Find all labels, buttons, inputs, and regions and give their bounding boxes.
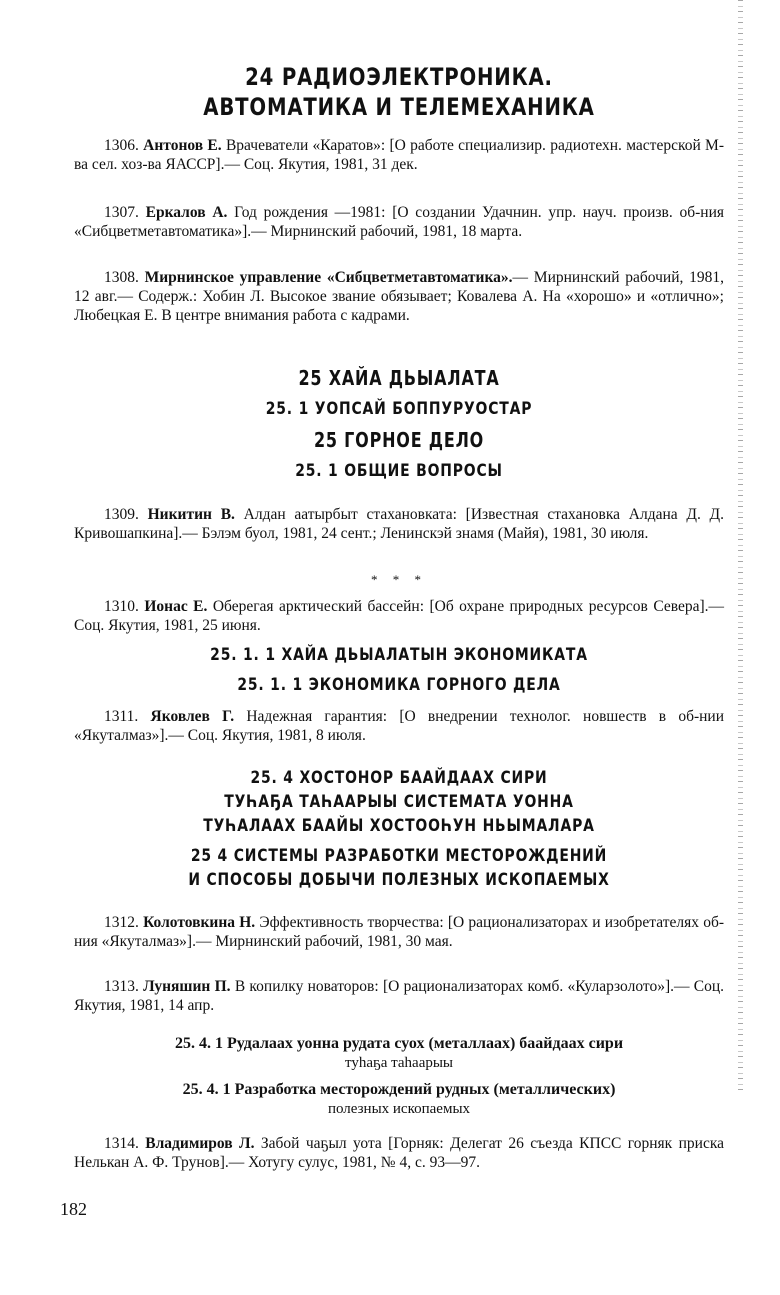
section-25-4-yakut-line3: ТУҺАЛААХ БААЙЫ ХОСТООҺУН НЬЫМАЛАРА: [203, 816, 595, 836]
entry-text: — Мирнинский рабочий, 1981, 12 авг.— Содерж.: Хобин Л. Высокое звание обязывает; Ковалева А. На «хорошо» и «отлично»; Любецкая Е. В центре внимания работа с кадрами.: [74, 269, 725, 324]
section-25-4-ru-line2: И СПОСОБЫ ДОБЫЧИ ПОЛЕЗНЫХ ИСКОПАЕМЫХ: [188, 870, 610, 890]
entry-author: Ионас Е.: [144, 598, 208, 615]
entry-number: 1309.: [104, 506, 139, 523]
entry-author: Луняшин П.: [143, 978, 231, 995]
section-25-1-1-title-yakut: 25. 1. 1 ХАЙА ДЬЫАЛАТЫН ЭКОНОМИКАТА: [210, 645, 588, 665]
entry-1312: [74, 913, 724, 951]
entry-number: 1312.: [104, 914, 139, 931]
page-edge-shadow: [738, 0, 743, 1090]
entry-text: В копилку новаторов: [О рационализаторах комб. «Куларзолото»].— Соц. Якутия, 1981, 14 апр.: [74, 978, 725, 1014]
entry-number: 1307.: [104, 204, 139, 221]
entry-text: Забой чаҕыл уота [Горняк: Делегат 26 съезда КПСС горняк приска Нелькан А. Ф. Трунов].— Хотугу сулус, 1981, № 4, с. 93—97.: [74, 1135, 724, 1171]
entry-author: Владимиров Л.: [145, 1135, 255, 1152]
section-24-title-line1: 24 РАДИОЭЛЕКТРОНИКА.: [245, 63, 553, 91]
entry-number: 1314.: [104, 1135, 139, 1152]
page-number: 182: [60, 1199, 87, 1219]
entry-1307: [74, 203, 724, 241]
section-25-4-yakut-line2: ТУҺАҔА ТАҺААРЫЫ СИСТЕМАТА УОННА: [224, 792, 574, 812]
entry-number: 1306.: [104, 137, 139, 154]
stars-separator: * * *: [371, 572, 427, 587]
section-25-4-1-yakut-line1: 25. 4. 1 Рудалаах уонна рудата суох (металлаах) баайдаах сири: [174, 1035, 624, 1052]
section-25-title-ru: 25 ГОРНОЕ ДЕЛО: [313, 428, 485, 452]
section-25-4-ru-line1: 25 4 СИСТЕМЫ РАЗРАБОТКИ МЕСТОРОЖДЕНИЙ: [190, 846, 608, 866]
entry-number: 1311.: [104, 708, 139, 725]
entry-text: Врачеватели «Каратов»: [О работе специализир. радиотехн. мастерской М-ва сел. хоз-ва ЯАССР].— Соц. Якутия, 1981, 31 дек.: [74, 137, 724, 173]
separator: [74, 572, 724, 588]
entry-text: Оберегая арктический бассейн: [Об охране природных ресурсов Севера].— Соц. Якутия, 1981, 25 июня.: [74, 598, 724, 634]
section-25-1-title-yakut: 25. 1 УОПСАЙ БОППУРУОСТАР: [265, 399, 533, 419]
entry-author: Яковлев Г.: [150, 708, 235, 725]
entry-1309: [74, 505, 724, 543]
section-25-4-1-yakut-line2: туһаҕа таһаарыы: [344, 1055, 454, 1071]
entry-1308: [74, 268, 724, 325]
entry-1310: [74, 597, 724, 635]
entry-1311: [74, 707, 724, 745]
entry-number: 1313.: [104, 978, 139, 995]
entry-author: Еркалов А.: [145, 204, 228, 221]
section-24-title-line2: АВТОМАТИКА И ТЕЛЕМЕХАНИКА: [203, 93, 595, 121]
entry-author: Никитин В.: [147, 506, 235, 523]
entry-author: Мирнинское управление «Сибцветметавтоматика».: [144, 269, 513, 286]
entry-1306: [74, 136, 724, 174]
section-25-4-headings: [74, 766, 724, 892]
entry-1313: [74, 977, 724, 1015]
section-25-4-yakut-line1: 25. 4 ХОСТОНОР БААЙДААХ СИРИ: [250, 768, 548, 788]
entry-author: Антонов Е.: [143, 137, 222, 154]
entry-1314: [74, 1134, 724, 1172]
entry-text: Эффективность творчества: [О рационализаторах и изобретателях об-ния «Якуталмаз»].— Мирнинский рабочий, 1981, 30 мая.: [74, 914, 725, 950]
section-25-4-1-headings: [74, 1034, 724, 1118]
entry-text: Алдан аатырбыт стахановката: [Известная стахановка Алдана Д. Д. Кривошапкина].— Бэлэм буол, 1981, 24 сент.; Ленинскэй знамя (Майя), 1981, 30 июля.: [74, 506, 725, 542]
entry-number: 1308.: [104, 269, 139, 286]
section-25-4-1-ru-line2: полезных ископаемых: [327, 1101, 471, 1117]
section-25-1-1-headings: [74, 643, 724, 697]
section-24-heading: [74, 62, 724, 122]
section-25-title-yakut: 25 ХАЙА ДЬЫАЛАТА: [298, 366, 500, 390]
entry-number: 1310.: [104, 598, 139, 615]
section-25-1-title-ru: 25. 1 ОБЩИЕ ВОПРОСЫ: [295, 461, 503, 481]
section-25-headings: [74, 365, 724, 483]
entry-author: Колотовкина Н.: [143, 914, 256, 931]
entry-text: Надежная гарантия: [О внедрении технолог. новшеств в об-нии «Якуталмаз»].— Соц. Якутия, 1981, 8 июля.: [74, 708, 724, 744]
section-25-4-1-ru-line1: 25. 4. 1 Разработка месторождений рудных (металлических): [182, 1081, 616, 1098]
entry-text: Год рождения —1981: [О создании Удачнин. упр. науч. произв. об-ния «Сибцветметавтоматика»].— Мирнинский рабочий, 1981, 18 марта.: [74, 204, 724, 240]
section-25-1-1-title-ru: 25. 1. 1 ЭКОНОМИКА ГОРНОГО ДЕЛА: [237, 675, 561, 695]
